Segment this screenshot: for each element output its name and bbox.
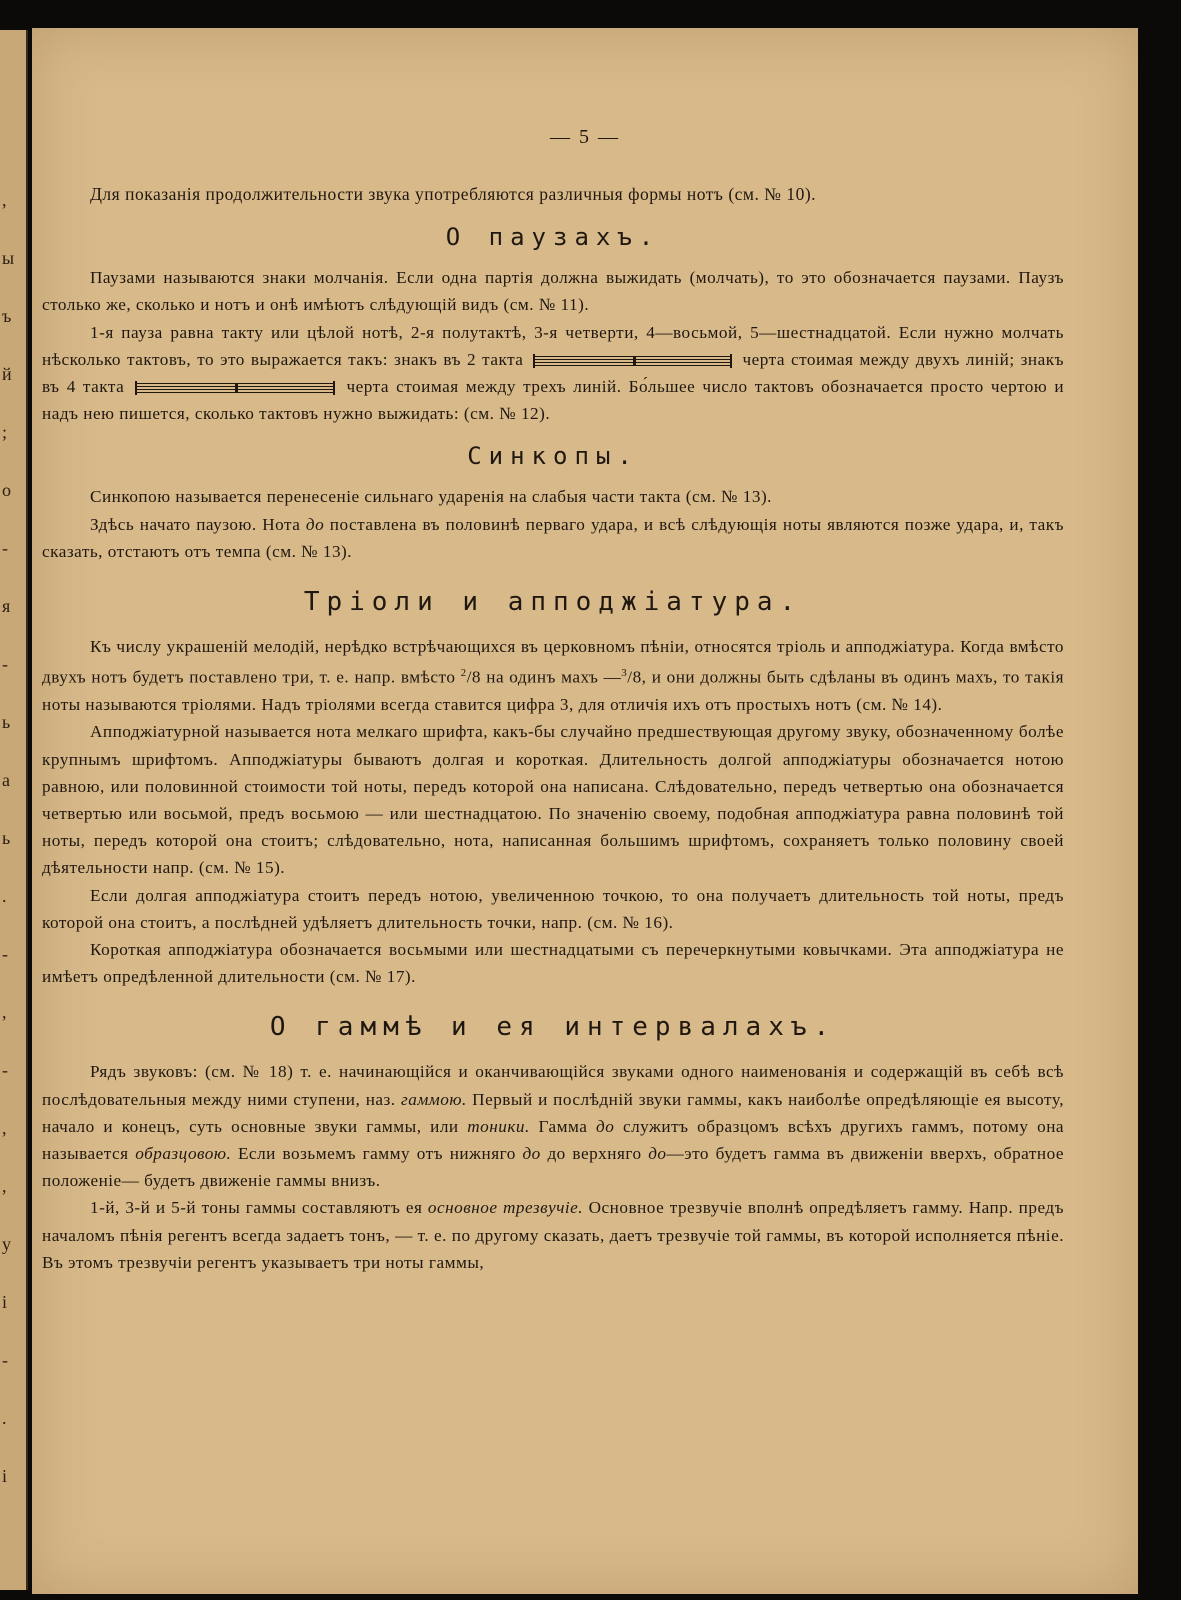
book-page (32, 28, 1138, 1594)
prev-page-mark: . (2, 886, 7, 906)
triplets-paragraph-3: Если долгая апподжіатура стоитъ передъ нотою, увеличенною точкою, то она получаетъ длительность той ноты, предъ которой она стоитъ, а послѣдней удѣляетъ длительность точки, напр. (см. № 16). (42, 885, 1064, 932)
section-title-scale: О гаммѣ и ея интервалахъ. (269, 1012, 837, 1043)
prev-page-mark: - (2, 944, 8, 964)
page-number: — 5 — (550, 126, 620, 148)
pauses-p2-c: черта стоимая между трехъ линій. Бо́льшее число тактовъ обозначается просто чертою и надъ нею пишется, сколько тактовъ нужно выжидать: (см. № 12). (42, 377, 1065, 424)
scale-term-toniki: тоники. (467, 1116, 530, 1136)
prev-page-mark: , (2, 1176, 7, 1196)
prev-page-mark: , (2, 190, 7, 210)
section-title-triplets: Тріоли и апподжіатура. (303, 587, 803, 618)
prev-page-mark: і (2, 1466, 8, 1486)
section-title-pauses: О паузахъ. (445, 223, 661, 252)
scale-p1-f: до верхняго (547, 1144, 642, 1164)
prev-page-mark: , (2, 1118, 7, 1138)
scale-p1-a: Рядъ звуковъ: (см. № 18) т. е. начинающійся и оканчивающійся звуками одного наименованія и содержащій въ себѣ всѣ послѣдовательныя между ними ступени, наз. (42, 1062, 1064, 1109)
pauses-paragraph-1: Паузами называются знаки молчанія. Если одна партія должна выжидать (молчать), то это обозначается паузами. Паузъ столько же, сколько и нотъ и онѣ имѣютъ слѣдующій видъ (см. № 11). (42, 268, 1064, 315)
prev-page-mark: . (2, 1408, 7, 1428)
pauses-p2-a: 1-я пауза равна такту или цѣлой нотѣ, 2-я полутактѣ, 3-я четверти, 4—восьмой, 5—шестнадцатой. Если нужно молчать нѣсколько тактовъ, то это выражается такъ: знакъ въ 2 такта (42, 322, 1064, 369)
prev-page-mark: ь (2, 712, 11, 732)
triplets-p1-b: /8 на одинъ махъ — (466, 667, 622, 687)
prev-page-mark: - (2, 1060, 8, 1080)
fraction-numerator-1: 2 (460, 667, 467, 680)
prev-page-mark: й (2, 364, 12, 384)
syncopes-p2-do: до (305, 514, 325, 534)
prev-page-mark: ь (2, 828, 11, 848)
scale-paragraph-2 (42, 1194, 1064, 1276)
prev-page-mark: ; (2, 422, 8, 442)
scale-p1-c: Гамма (538, 1116, 588, 1136)
triplets-p1-c: /8, и они должны быть сдѣланы въ одинъ махъ, то такія ноты называются тріолями. Надъ тріолями всегда ставится цифра 3, для отличія ихъ отъ простыхъ нотъ (см. № 14). (42, 667, 1065, 715)
scale-do-1: до (596, 1116, 615, 1136)
prev-page-mark: - (2, 654, 8, 674)
scale-p2-b: Основное трезвучіе вполнѣ опредѣляетъ гамму. Напр. предъ началомъ пѣнія регентъ всегда задаетъ тонъ, — т. е. по другому сказать, даетъ трезвучіе той гаммы, въ которой исполняется пѣніе. Въ этомъ трезвучіи регентъ указываетъ три ноты гаммы, (42, 1198, 1064, 1272)
scale-paragraph-1 (42, 1058, 1064, 1194)
scale-p1-e: Если возьмемъ гамму отъ нижняго (237, 1144, 516, 1164)
scale-p2-a: 1-й, 3-й и 5-й тоны гаммы составляютъ ея (90, 1198, 423, 1218)
scale-do-2: до (522, 1144, 541, 1164)
triplets-paragraph-4: Короткая апподжіатура обозначается восьмыми или шестнадцатыми съ перечеркнутыми ковычками. Эта апподжіатура не имѣетъ опредѣленной длительности (см. № 17). (42, 940, 1064, 987)
pauses-p2-b: черта стоимая между двухъ линій; знакъ въ 4 такта (42, 349, 1065, 397)
fraction-numerator-2: 3 (621, 667, 628, 680)
previous-page-edge (0, 30, 28, 1590)
syncopes-paragraph-2 (42, 511, 1064, 565)
prev-page-mark: а (2, 770, 10, 790)
pauses-paragraph-2 (42, 319, 1064, 428)
syncopes-paragraph-1: Синкопою называется перенесеніе сильнаго ударенія на слабыя части такта (см. № 13). (90, 487, 772, 507)
scale-term-gamma: гаммою. (401, 1089, 467, 1109)
syncopes-p2-b: поставлена въ половинѣ перваго удара, и всѣ слѣдующія ноты являются позже удара, и, такъ сказать, отстаютъ отъ темпа (см. № 13). (42, 514, 1065, 561)
intro-paragraph: Для показанія продолжительности звука употребляются различныя формы нотъ (см. № 10). (90, 184, 817, 204)
prev-page-mark: , (2, 1002, 7, 1022)
prev-page-mark: у (2, 1234, 11, 1254)
scale-term-triad: основное трезвучіе. (427, 1198, 584, 1218)
scale-term-obraztsovoyu: образцовою. (135, 1144, 232, 1164)
scale-p1-b: Первый и послѣдній звуки гаммы, какъ наиболѣе опредѣляющіе ея высоту, начало и конецъ, суть основные звуки гаммы, или (42, 1089, 1064, 1136)
triplets-paragraph-1 (42, 633, 1064, 718)
page-text (42, 153, 1064, 1276)
triplets-paragraph-2: Апподжіатурной называется нота мелкаго шрифта, какъ-бы случайно предшествующая другому звуку, обозначенному болѣе крупнымъ шрифтомъ. Апподжіатуры бываютъ долгая и короткая. Длительность долгой апподжіатуры обозначается нотою равною, или половинной стоимости той ноты, передъ которой она написана. Слѣдовательно, передъ четвертью она обозначается четвертью или восьмой, предъ восьмою — или шестнадцатою. По значенію своему, подобная апподжіатура равна половинѣ той ноты, передъ которой она стоитъ; слѣдовательно, нота, написанная большимъ шрифтомъ, сохраняетъ только половину своей дѣятельности напр. (см. № 15). (42, 722, 1064, 878)
syncopes-p2-a: Здѣсь начато паузою. Нота (90, 514, 301, 534)
prev-page-mark: - (2, 538, 8, 558)
prev-page-mark: ъ (2, 306, 12, 326)
section-title-syncopes: Синкопы. (467, 442, 639, 471)
prev-page-mark: ы (2, 248, 15, 268)
prev-page-mark: і (2, 1292, 8, 1312)
prev-page-mark: о (2, 480, 11, 500)
four-bar-rest-sign (135, 381, 335, 395)
prev-page-mark: - (2, 1350, 8, 1370)
scale-p1-g: —это будетъ гамма въ движеніи вверхъ, обратное положеніе— будетъ движеніе гаммы внизъ. (42, 1144, 1065, 1191)
scale-do-3: до (648, 1144, 667, 1164)
two-bar-rest-sign (533, 354, 732, 368)
triplets-p1-a: Къ числу украшеній мелодій, нерѣдко встрѣчающихся въ церковномъ пѣніи, относятся тріоль и апподжіатура. Когда вмѣсто двухъ нотъ будетъ поставлено три, т. е. напр. вмѣсто (42, 637, 1064, 687)
prev-page-mark: я (2, 596, 11, 616)
scale-p1-d: служитъ образцомъ всѣхъ другихъ гаммъ, потому она называется (42, 1116, 1065, 1164)
